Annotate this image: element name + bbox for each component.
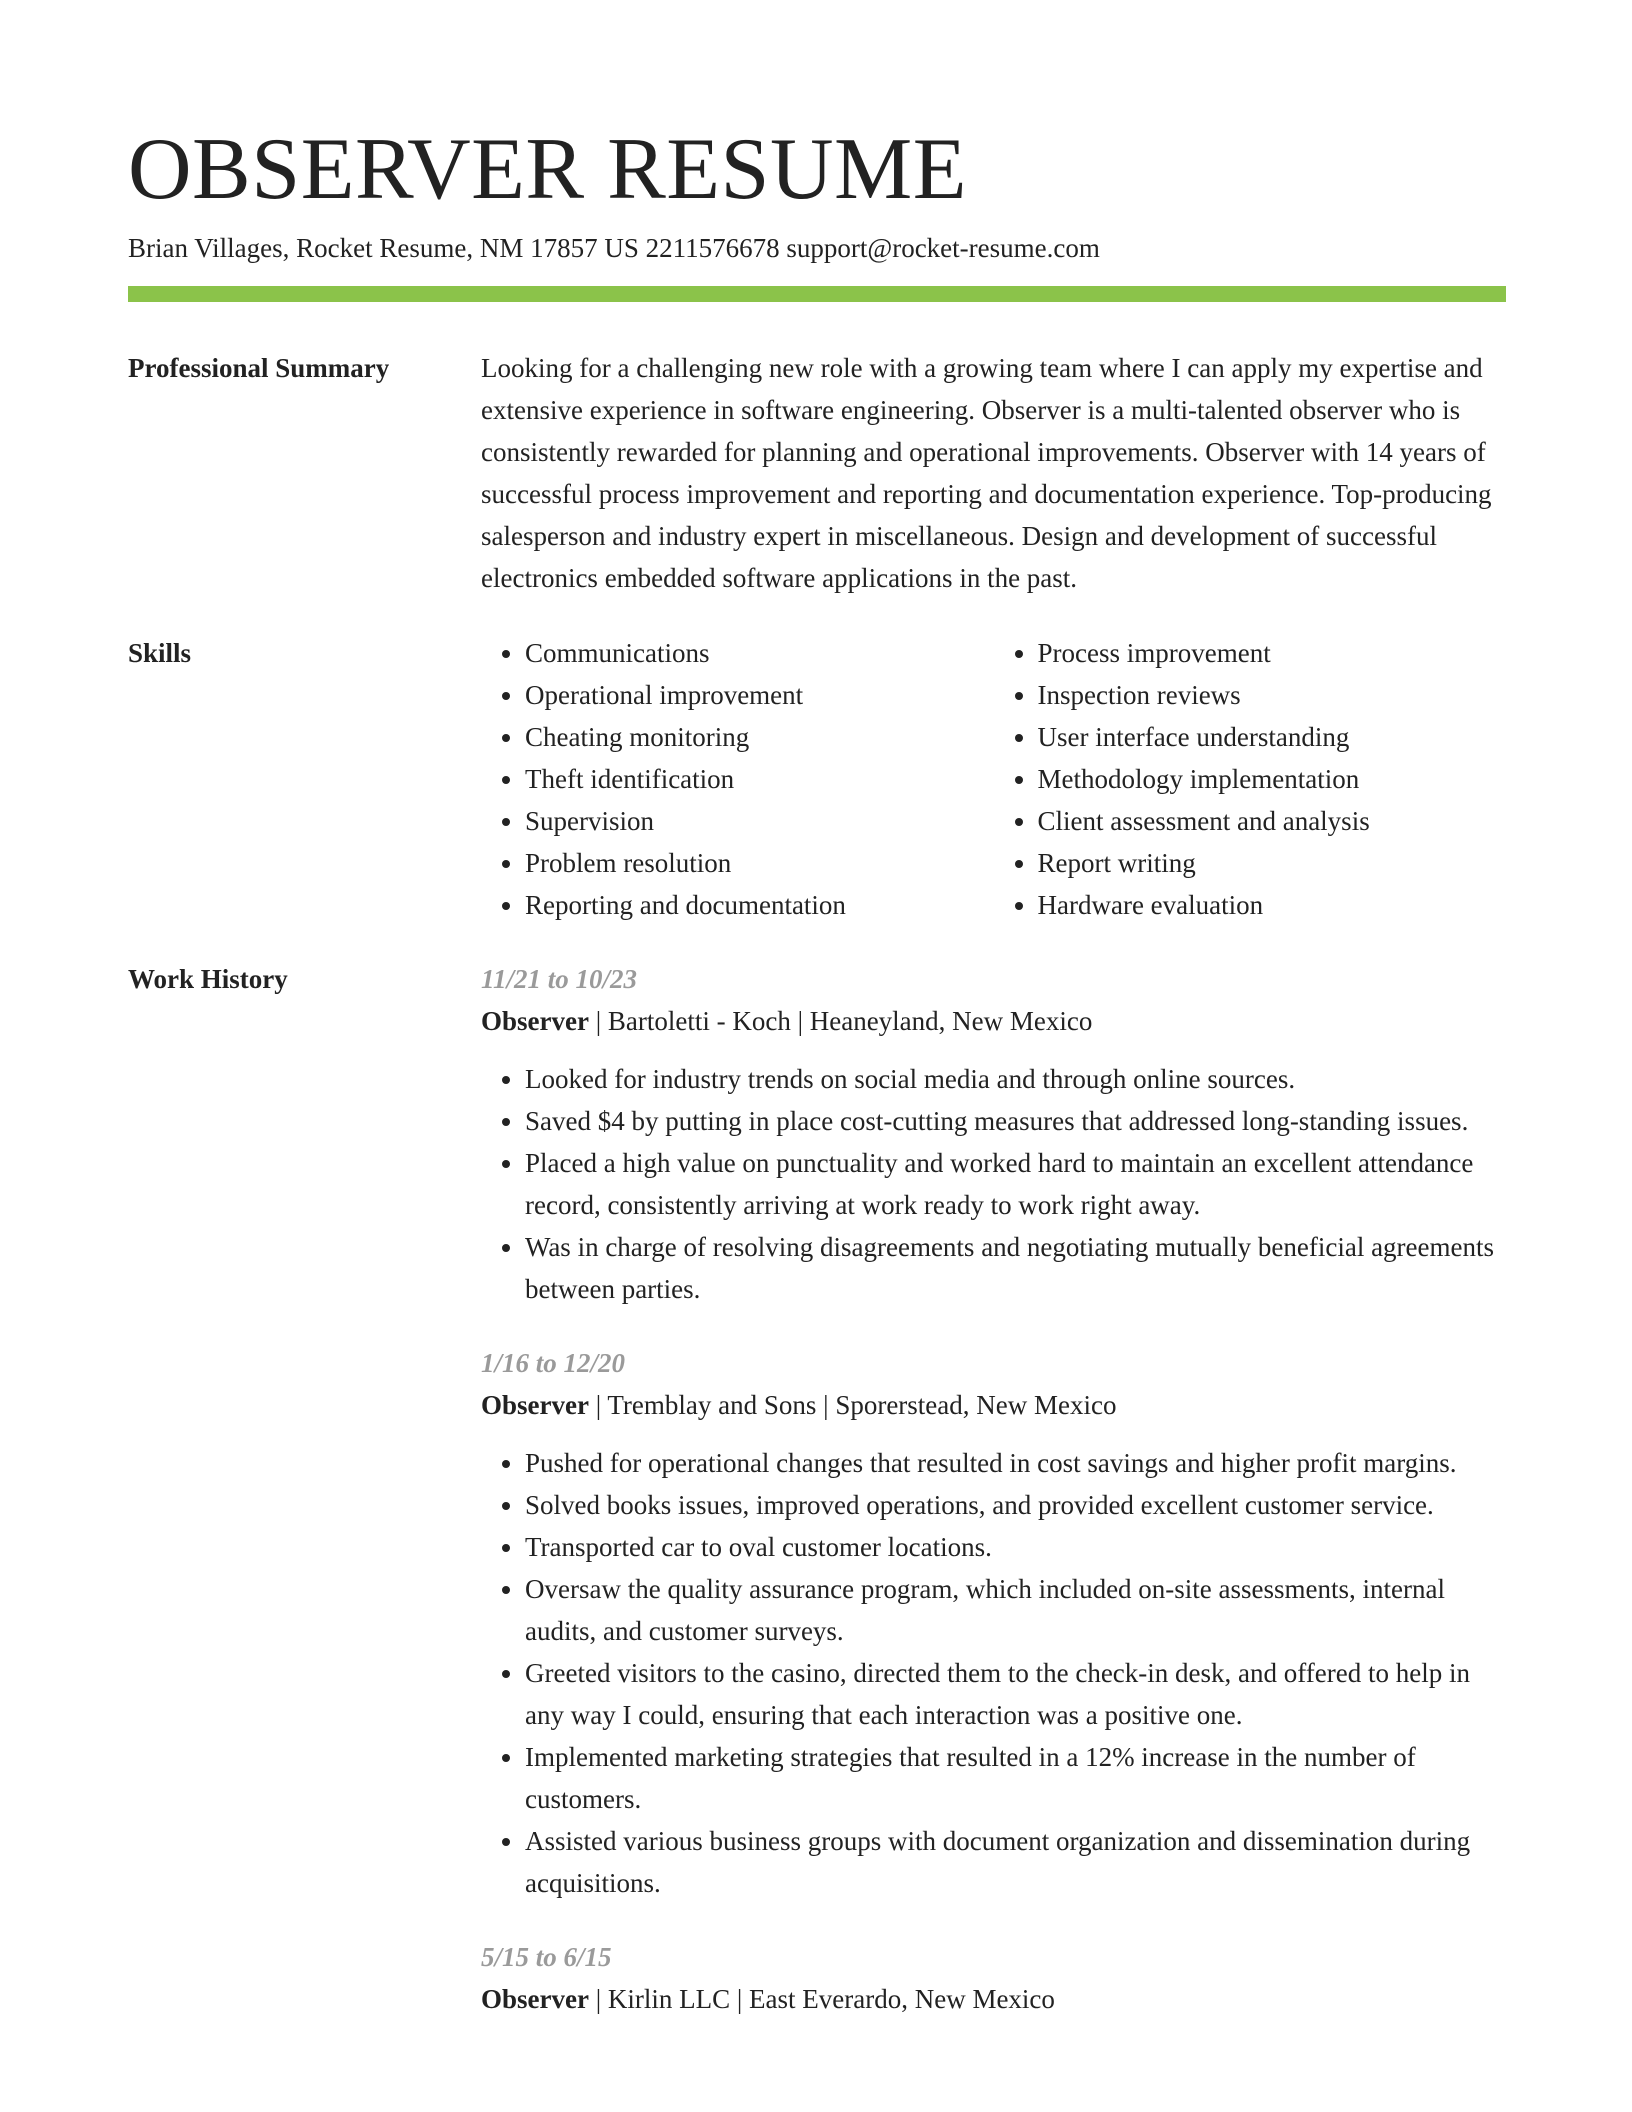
- job-heading: [481, 1384, 1506, 1426]
- job-dates: 11/21 to 10/23: [481, 964, 638, 994]
- job-bullet: • Looked for industry trends on social media and through online sources.: [525, 1058, 1506, 1100]
- skill-item: • Inspection reviews: [1038, 674, 1507, 716]
- job-bullets: [481, 1058, 1506, 1310]
- separator: |: [588, 1006, 608, 1036]
- resume-title: OBSERVER RESUME: [128, 121, 968, 218]
- separator: |: [816, 1390, 836, 1420]
- skill-item: • Problem resolution: [525, 842, 994, 884]
- job-location: Sporerstead, New Mexico: [835, 1390, 1117, 1420]
- job-title: Observer: [481, 1984, 589, 2014]
- separator: |: [730, 1984, 750, 2014]
- skill-item: • Reporting and documentation: [525, 884, 994, 926]
- skills-list-left: [481, 632, 994, 926]
- skill-item: • Communications: [525, 632, 994, 674]
- job-company: Bartoletti - Koch: [607, 1006, 791, 1036]
- skill-item: • Report writing: [1038, 842, 1507, 884]
- job-bullet: • Greeted visitors to the casino, directed them to the check-in desk, and offered to help in any way I could, ensuring that each interaction was a positive one.: [525, 1652, 1506, 1736]
- skill-item: • Theft identification: [525, 758, 994, 800]
- work-history-heading: Work History: [128, 964, 288, 994]
- job-bullet: • Assisted various business groups with document organization and dissemination during acquisitions.: [525, 1820, 1506, 1904]
- job-company: Tremblay and Sons: [607, 1390, 817, 1420]
- job-entry: [481, 1936, 1506, 2020]
- accent-divider: [128, 286, 1506, 302]
- job-bullet: • Implemented marketing strategies that resulted in a 12% increase in the number of customers.: [525, 1736, 1506, 1820]
- job-bullet: • Oversaw the quality assurance program, which included on-site assessments, internal audits, and customer surveys.: [525, 1568, 1506, 1652]
- skill-item: • Methodology implementation: [1038, 758, 1507, 800]
- job-company: Kirlin LLC: [607, 1984, 731, 2014]
- job-dates: 1/16 to 12/20: [481, 1348, 626, 1378]
- skills-list-right: [994, 632, 1507, 926]
- skill-item: • Operational improvement: [525, 674, 994, 716]
- skill-item: • User interface understanding: [1038, 716, 1507, 758]
- job-title: Observer: [481, 1006, 589, 1036]
- job-location: Heaneyland, New Mexico: [809, 1006, 1093, 1036]
- separator: |: [790, 1006, 810, 1036]
- skills-heading: Skills: [128, 638, 192, 668]
- separator: |: [588, 1390, 608, 1420]
- job-bullets: [481, 1442, 1506, 1904]
- skill-item: • Supervision: [525, 800, 994, 842]
- skills-columns: [481, 632, 1506, 926]
- job-title: Observer: [481, 1390, 589, 1420]
- job-location: East Everardo, New Mexico: [749, 1984, 1055, 2014]
- separator: |: [588, 1984, 608, 2014]
- job-entry: [481, 1342, 1506, 1904]
- job-bullet: • Solved books issues, improved operations, and provided excellent customer service.: [525, 1484, 1506, 1526]
- job-bullet: • Pushed for operational changes that resulted in cost savings and higher profit margins.: [525, 1442, 1506, 1484]
- job-entry: [481, 958, 1506, 1310]
- summary-heading: Professional Summary: [128, 353, 390, 383]
- skill-item: • Cheating monitoring: [525, 716, 994, 758]
- skill-item: • Hardware evaluation: [1038, 884, 1507, 926]
- job-heading: [481, 1978, 1506, 2020]
- job-bullet: • Saved $4 by putting in place cost-cutting measures that addressed long-standing issues.: [525, 1100, 1506, 1142]
- contact-line: Brian Villages, Rocket Resume, NM 17857 US 2211576678 support@rocket-resume.com: [128, 233, 1100, 263]
- job-bullet: • Transported car to oval customer locations.: [525, 1526, 1506, 1568]
- job-bullet: • Was in charge of resolving disagreements and negotiating mutually beneficial agreements between parties.: [525, 1226, 1506, 1310]
- job-bullet: • Placed a high value on punctuality and worked hard to maintain an excellent attendance record, consistently arriving at work ready to work right away.: [525, 1142, 1506, 1226]
- job-dates: 5/15 to 6/15: [481, 1942, 612, 1972]
- skill-item: • Process improvement: [1038, 632, 1507, 674]
- job-heading: [481, 1000, 1506, 1042]
- skill-item: • Client assessment and analysis: [1038, 800, 1507, 842]
- summary-text: Looking for a challenging new role with a growing team where I can apply my expertise and extensive experience in software engineering. Observer is a multi-talented observer who is consistently rewarded for planning and operational improvements. Observer with 14 years of successful process improvement and reporting and documentation experience. Top-producing salesperson and industry expert in miscellaneous. Design and development of successful electronics embedded software applications in the past.: [481, 353, 1492, 593]
